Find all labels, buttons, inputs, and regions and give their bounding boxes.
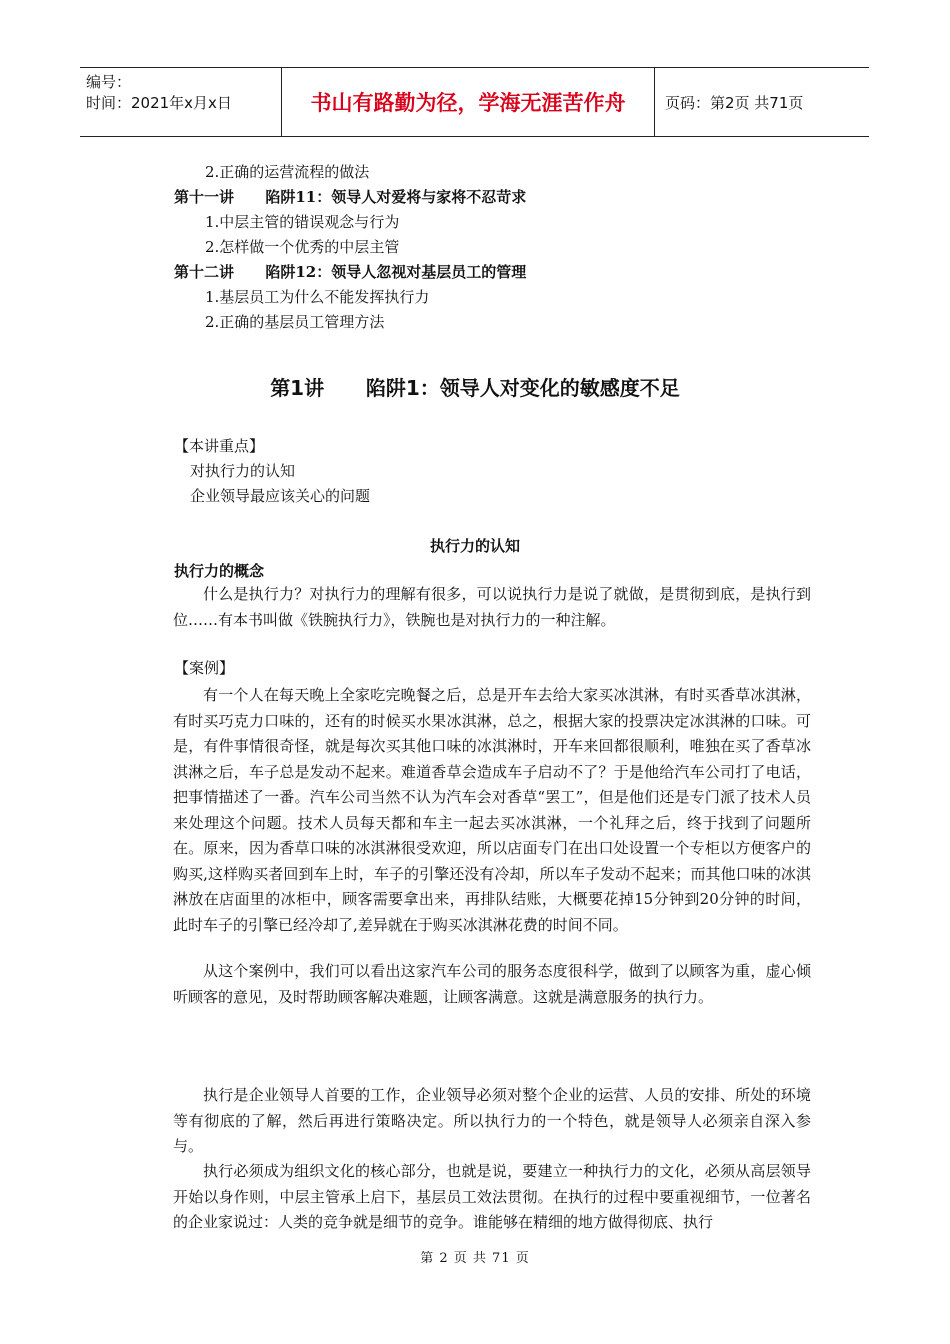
paragraph-culture: 执行必须成为组织文化的核心部分，也就是说，要建立一种执行力的文化，必须从高层领导开始以身作则，中层主管承上启下，基层员工效法贯彻。在执行的过程中要重视细节，一位著名的企业家说过：人类的竞争就是细节的竞争。谁能够在精细的地方做得彻底、执行 xyxy=(173,1162,811,1231)
toc-item: 1.基层员工为什么不能发挥执行力 xyxy=(205,288,430,306)
section-title: 执行力的认知 xyxy=(429,537,520,555)
page-header xyxy=(80,67,869,137)
toc-lecture-heading: 第十二讲 陷阱12：领导人忽视对基层员工的管理 xyxy=(174,263,527,281)
paragraph-definition: 什么是执行力？对执行力的理解有很多，可以说执行力是说了就做，是贯彻到底，是执行到位……有本书叫做《铁腕执行力》，铁腕也是对执行力的一种注解。 xyxy=(173,585,811,629)
concept-heading: 执行力的概念 xyxy=(174,562,265,580)
toc-item: 2.正确的基层员工管理方法 xyxy=(205,313,385,331)
key-point-item: 企业领导最应该关心的问题 xyxy=(190,487,371,505)
toc-item: 2.怎样做一个优秀的中层主管 xyxy=(205,238,400,256)
number-label: 编号： xyxy=(86,73,132,91)
date-line: 时间：2021年x月x日 xyxy=(86,94,232,112)
toc-item: 1.中层主管的错误观念与行为 xyxy=(205,213,400,231)
paragraph-case: 有一个人在每天晚上全家吃完晚餐之后，总是开车去给大家买冰淇淋，有时买香草冰淇淋，有时买巧克力口味的，还有的时候买水果冰淇淋，总之，根据大家的投票决定冰淇淋的口味。可是，有件事情很奇怪，就是每次买其他口味的冰淇淋时，开车来回都很顺利，唯独在买了香草冰淇淋之后，车子总是发动不起来。难道香草会造成车子启动不了？于是他给汽车公司打了电话，把事情描述了一番。汽车公司当然不认为汽车会对香草“罢工”，但是他们还是专门派了技术人员来处理这个问题。技术人员每天都和车主一起去买冰淇淋，一个礼拜之后，终于找到了问题所在。原来，因为香草口味的冰淇淋很受欢迎，所以店面专门在出口处设置一个专柜以方便客户的购买,这样购买者回到车上时，车子的引擎还没有冷却，所以车子发动不起来；而其他口味的冰淇淋放在店面里的冰柜中，顾客需要拿出来，再排队结账，大概要花掉15分钟到20分钟的时间，此时车子的引擎已经冷却了,差异就在于购买冰淇淋花费的时间不同。 xyxy=(173,686,811,934)
header-motto: 书山有路勤为径，学海无涯苦作舟 xyxy=(282,68,655,136)
paragraph-case-conclusion: 从这个案例中，我们可以看出这家汽车公司的服务态度很科学，做到了以顾客为重，虚心倾听顾客的意见，及时帮助顾客解决难题，让顾客满意。这就是满意服务的执行力。 xyxy=(173,962,811,1006)
key-points-heading: 【本讲重点】 xyxy=(174,437,265,455)
page-footer: 第 2 页 共 71 页 xyxy=(420,1251,530,1266)
lecture-title: 第1讲 陷阱1：领导人对变化的敏感度不足 xyxy=(270,376,680,400)
toc-lecture-heading: 第十一讲 陷阱11：领导人对爱将与家将不忍苛求 xyxy=(174,188,527,206)
case-heading: 【案例】 xyxy=(174,659,235,677)
key-point-item: 对执行力的认知 xyxy=(190,462,296,480)
paragraph-leadership: 执行是企业领导人首要的工作，企业领导必须对整个企业的运营、人员的安排、所处的环境等有彻底的了解，然后再进行策略决定。所以执行力的一个特色，就是领导人必须亲自深入参与。 xyxy=(173,1086,811,1155)
toc-item: 2.正确的运营流程的做法 xyxy=(205,163,370,181)
header-meta xyxy=(80,68,282,136)
header-page-info: 页码：第2页 共71页 xyxy=(665,93,804,112)
